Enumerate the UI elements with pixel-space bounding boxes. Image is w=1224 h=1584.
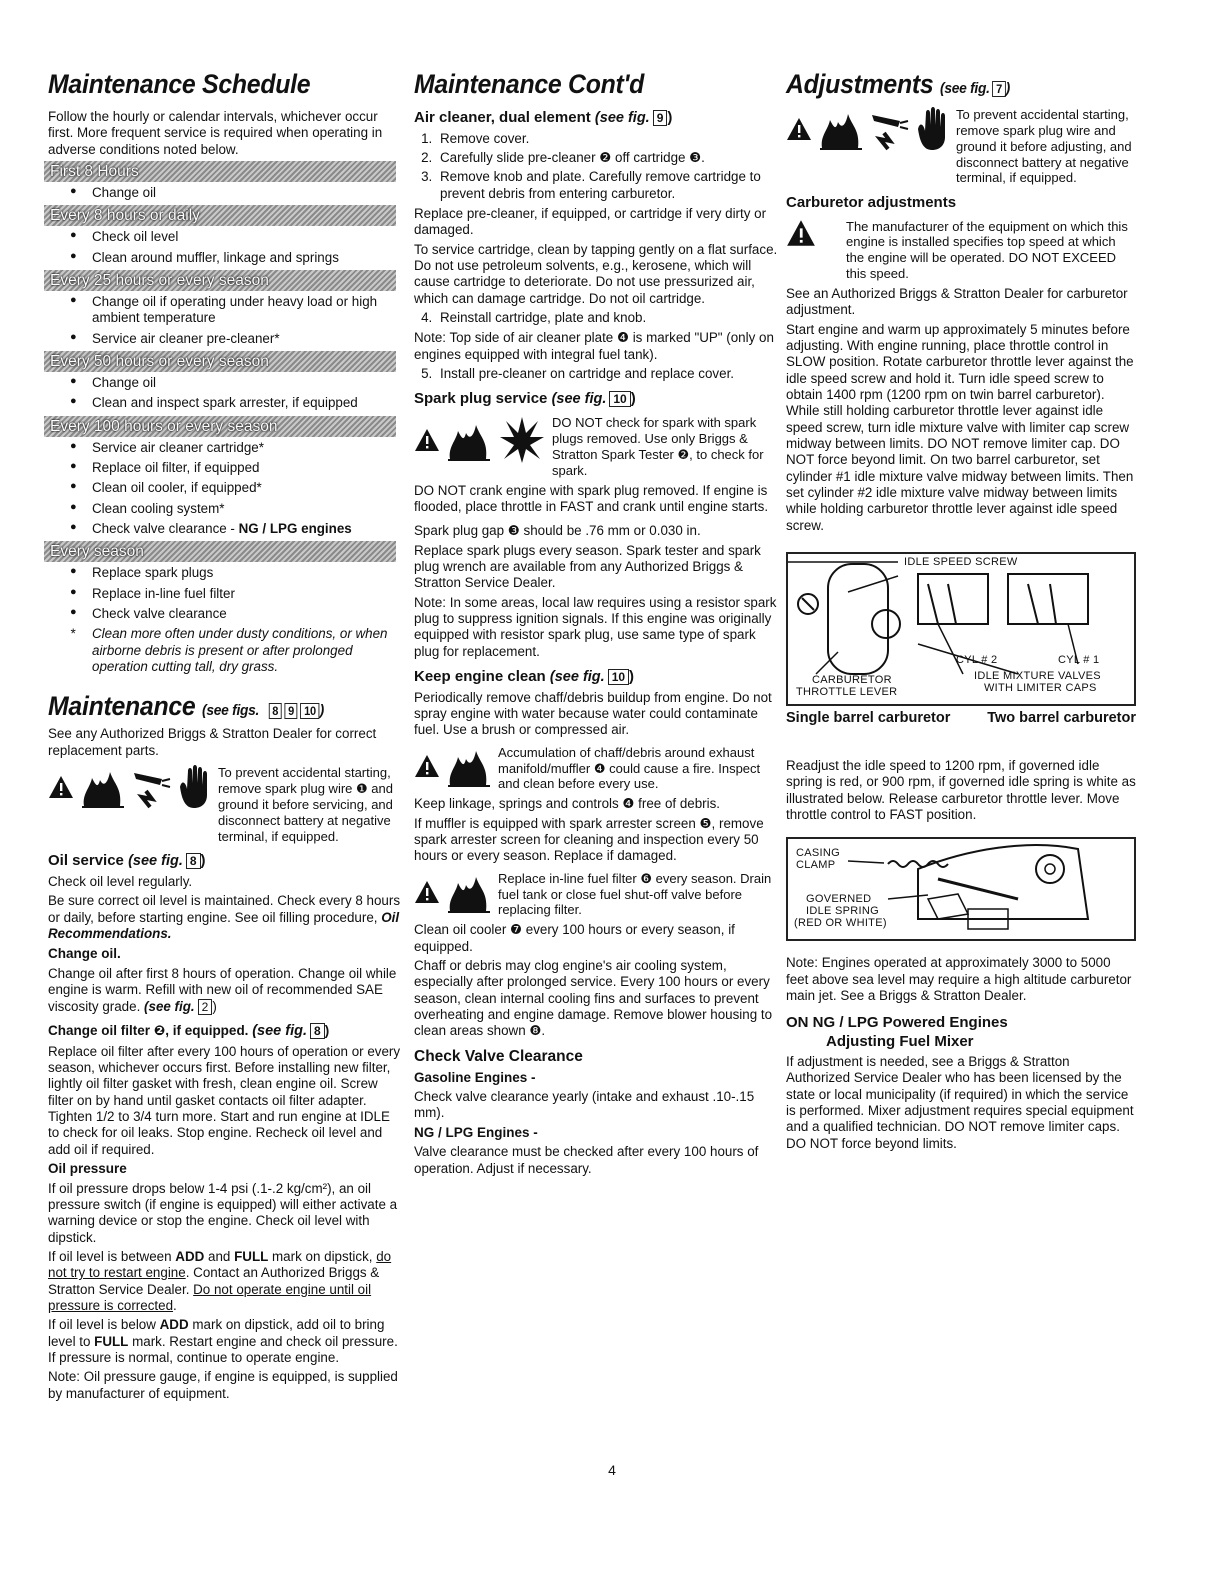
oil-pressure-text-3 <box>48 1317 404 1366</box>
warning-triangle-icon <box>48 775 74 799</box>
change-oil-see: (see fig. <box>144 998 195 1014</box>
keep-clean-see: (see fig. <box>549 669 605 685</box>
dusty-conditions-note: * Clean more often under dusty conditions, or when airborne debris is present or after prolonged operation cutting tall, dry grass. <box>48 626 404 675</box>
fig-ref: 10 <box>609 391 630 407</box>
text-fragment: mark on dipstick, <box>268 1248 377 1264</box>
ng-lpg-text: Valve clearance must be checked after every 100 hours of operation. Adjust if necessary. <box>414 1144 759 1176</box>
spark-plug-wire-icon <box>132 765 172 809</box>
label-cyl-2: CYL # 2 <box>956 654 998 667</box>
maintenance-contd-title: Maintenance Cont'd <box>414 69 645 99</box>
air-cleaner-title: Air cleaner, dual element <box>414 108 591 126</box>
oil-filter-heading: Change oil filter ❷, if equipped. (see fig. 8 ) <box>48 1022 330 1039</box>
text-fragment: If oil level is below <box>48 1317 160 1333</box>
carb-warning <box>786 219 1136 282</box>
spark-warning <box>414 415 778 478</box>
column-right <box>786 68 1136 1155</box>
band-every-100-hours: Every 100 hours or every season <box>44 416 396 437</box>
clean-text-1: Periodically remove chaff/debris buildup from engine. Do not spray engine with water because water could contaminate fuel. Use a brush or compressed air. <box>414 689 772 738</box>
clean-text-4: Clean oil cooler ❼ every 100 hours or every season, if equipped. <box>414 922 735 954</box>
label-throttle-lever: THROTTLE LEVER <box>796 686 898 699</box>
air-cleaner-step-5 <box>414 366 778 382</box>
underlined-warning: Do not operate engine until oil pressure is corrected <box>48 1281 372 1313</box>
adjustments-title-text: Adjustments <box>786 69 934 99</box>
band-every-8-hours: Every 8 hours or daily <box>44 205 396 226</box>
oil-recommendations-ref: Oil Recommendations. <box>48 909 400 942</box>
carburetor-heading: Carburetor adjustments <box>786 194 957 212</box>
spark-crank-text: DO NOT crank engine with spark plug removed. If engine is flooded, place throttle in FAST and crank until engine starts. <box>414 482 769 514</box>
spark-plug-heading: Spark plug service (see fig. 10 ) <box>414 390 636 408</box>
warning-triangle-icon <box>414 880 440 904</box>
warning-icons <box>786 107 950 151</box>
spark-note: Note: In some areas, local law requires using a resistor spark plug to suppress ignition signals. If this engine was originally equipped with resistor spark plug, use same type of spark plug for replacement. <box>414 594 777 659</box>
maintenance-see-figs: (see figs. <box>202 701 260 719</box>
warning-triangle-icon <box>414 754 440 778</box>
adjust-warning-text: To prevent accidental starting, remove spark plug wire and ground it before adjusting, and disconnect battery at negative terminal, if equipped. <box>956 106 1132 186</box>
spark-gap-text: Spark plug gap ❸ should be .76 mm or 0.030 in. <box>414 523 701 539</box>
label-clamp: CLAMP <box>796 859 836 872</box>
warning-icons <box>48 765 212 809</box>
fuel-filter-warning <box>414 871 778 919</box>
fire-icon <box>818 108 864 150</box>
column-left <box>48 68 404 1405</box>
fig-ref: 2 <box>198 999 213 1015</box>
maintenance-title: Maintenance (see figs. 8 9 10 ) <box>48 690 324 721</box>
oil-filter-text: Replace oil filter after every 100 hours of operation or every season, whichever occurs first. Before installing new filter, lightly oil filter gasket with fresh, clean engine oil. Screw filter on by hand until gasket contacts oil filter adapter. Tighten 1/2 to 3/4 turn more. Start and run engine at IDLE to check for oil leaks. Stop engine. Recheck oil level and add oil if required. <box>48 1043 401 1157</box>
debris-warning <box>414 745 778 793</box>
list-item: 2. Carefully slide pre-cleaner ❷ off cartridge ❸. <box>436 150 778 166</box>
oil-level-text <box>48 893 404 942</box>
altitude-note: Note: Engines operated at approximately 3000 to 5000 feet above sea level may require a high altitude carburetor main jet. See a Briggs & Stratton Dealer. <box>786 955 1132 1003</box>
clean-text-5: Chaff or debris may clog engine's air cooling system, especially after prolonged service. Every 100 hours or every season, clean internal cooling fins and surfaces to prevent overheating and engine damage. Remove blower housing to clean areas shown ❽. <box>414 957 773 1039</box>
list-every-100-hours <box>48 440 404 538</box>
list-every-50-hours <box>48 375 404 412</box>
band-every-season: Every season <box>44 541 396 562</box>
text-fragment: . Contact an Authorized Briggs & Stratton Service Dealer. <box>48 1265 380 1297</box>
list-item: ● Replace in-line fuel filter <box>70 586 404 602</box>
air-cleaner-replace: Replace pre-cleaner, if equipped, or cartridge if very dirty or damaged. <box>414 206 767 238</box>
carburetor-captions <box>786 710 1136 728</box>
fuel-filter-warning-text: Replace in-line fuel filter ❻ every season. Drain fuel tank or close fuel shut-off valve before replacing filter. <box>498 870 772 918</box>
warning-icons <box>414 415 546 465</box>
oil-gauge-note: Note: Oil pressure gauge, if engine is equipped, is supplied by manufacturer of equipment. <box>48 1369 398 1401</box>
air-cleaner-steps <box>414 131 778 202</box>
gasoline-heading: Gasoline Engines - <box>414 1069 536 1085</box>
list-every-8-hours <box>48 229 404 266</box>
fire-icon <box>446 745 492 787</box>
fig-ref: 8 <box>186 853 201 869</box>
list-item: ● Clean cooling system* <box>70 501 404 517</box>
text-fragment: and <box>204 1248 235 1264</box>
spark-plug-title: Spark plug service <box>414 390 548 408</box>
readjust-text: Readjust the idle speed to 1200 rpm, if governed idle spring is red, or 900 rpm, if governed idle spring is white as illustrated below. Release carburetor throttle lever. Move throttle control to FAST position. <box>786 757 1136 822</box>
list-item: 5. Install pre-cleaner on cartridge and replace cover. <box>436 366 778 382</box>
carb-dealer-text: See an Authorized Briggs & Stratton Dealer for carburetor adjustment. <box>786 285 1128 318</box>
oil-service-title: Oil service <box>48 852 124 870</box>
carb-warning-text: The manufacturer of the equipment on which this engine is installed specifies top speed at which the engine will be operated. DO NOT EXCEED this speed. <box>846 218 1128 282</box>
list-item <box>70 521 404 537</box>
ng-lpg-label: NG / LPG engines <box>238 521 352 537</box>
column-middle <box>414 68 778 1180</box>
list-every-season <box>48 565 404 622</box>
fig-ref: 8 <box>269 703 282 719</box>
list-item: ● Service air cleaner pre-cleaner* <box>70 331 404 347</box>
keep-clean-title: Keep engine clean <box>414 668 546 685</box>
oil-filter-title: Change oil filter ❷, if equipped. <box>48 1022 249 1038</box>
fire-icon <box>446 871 492 913</box>
clean-text-2: Keep linkage, springs and controls ❹ free of debris. <box>414 796 721 812</box>
explosion-icon <box>498 415 546 465</box>
label-carburetor: CARBURETOR <box>812 674 892 687</box>
add-label: ADD <box>175 1248 205 1264</box>
spark-plug-wire-icon <box>870 107 910 151</box>
warning-triangle-icon <box>414 428 440 452</box>
air-cleaner-note: Note: Top side of air cleaner plate ❹ is marked "UP" (only on engines equipped with integral fuel tank). <box>414 330 774 362</box>
text-fragment: mark. Restart engine and check oil pressure. If pressure is normal, continue to operate engine. <box>48 1333 398 1365</box>
page-number: 4 <box>608 1462 616 1478</box>
oil-check-text: Check oil level regularly. <box>48 874 193 890</box>
list-item: ● Change oil <box>70 185 404 201</box>
maintenance-intro: See any Authorized Briggs & Stratton Dealer for correct replacement parts. <box>48 726 377 758</box>
list-item: ● Clean around muffler, linkage and springs <box>70 250 404 266</box>
keep-clean-heading: Keep engine clean (see fig. 10 ) <box>414 668 635 685</box>
oil-filter-see: (see fig. <box>252 1022 307 1039</box>
caption-single-barrel: Single barrel carburetor <box>786 710 951 727</box>
fig-ref: 10 <box>300 703 319 719</box>
warning-triangle-icon <box>786 117 812 141</box>
warning-triangle-icon <box>786 219 816 247</box>
ng-lpg-powered-heading: ON NG / LPG Powered Engines <box>786 1014 1008 1032</box>
carburetor-figure <box>786 552 1136 706</box>
oil-service-heading: Oil service (see fig. 8 ) <box>48 852 206 870</box>
list-item: 1. Remove cover. <box>436 131 778 147</box>
maintenance-title-text: Maintenance <box>48 690 196 721</box>
adjustments-title: Adjustments (see fig. 7 ) <box>786 69 1011 99</box>
warning-block <box>48 765 404 844</box>
label-idle-mixture: IDLE MIXTURE VALVES <box>974 670 1101 683</box>
change-oil-body: Change oil after first 8 hours of operation. Change oil while engine is warm. Refill with new oil of recommended SAE viscosity grade. <box>48 965 397 1014</box>
oil-service-see: (see fig. <box>128 853 183 870</box>
list-item: ● Service air cleaner cartridge* <box>70 440 404 456</box>
list-item: ● Replace oil filter, if equipped <box>70 460 404 476</box>
carb-procedure-text: Start engine and warm up approximately 5 minutes before adjusting. With engine running, place throttle control in SLOW position. Rotate carburetor throttle lever against the idle speed screw and hold it. Turn idle speed screw to obtain 1400 rpm (1200 rpm on twin barrel carburetor). While still holding carburetor throttle lever against idle speed screw, turn idle mixture valve with limiter cap screw midway between limits. DO NOT remove limiter cap. DO NOT force beyond limit. On two barrel carburetor, set cylinder #1 idle mixture valve midway between limits. Then set cylinder #2 idle mixture valve midway between limits while holding carburetor throttle lever against idle speed screw. <box>786 321 1134 533</box>
fig-ref: 10 <box>608 669 629 685</box>
label-casing: CASING <box>796 847 840 860</box>
air-cleaner-heading: Air cleaner, dual element (see fig. 9 ) <box>414 108 673 126</box>
underlined-warning: do not try to restart engine <box>48 1248 392 1281</box>
list-item: 4. Reinstall cartridge, plate and knob. <box>436 310 778 326</box>
caption-two-barrel: Two barrel carburetor <box>987 710 1136 727</box>
air-cleaner-step-4 <box>414 310 778 326</box>
adjustments-see: (see fig. <box>940 80 990 97</box>
fire-icon <box>80 766 126 808</box>
fuel-mixer-text: If adjustment is needed, see a Briggs & Stratton Authorized Service Dealer who has been licensed by the state or local municipality (if required) in which the service is performed. Mixer adjustment requires special equipment and a qualified technician. DO NOT remove limiter caps. DO NOT force beyond limits. <box>786 1053 1134 1151</box>
list-item: ● Check oil level <box>70 229 404 245</box>
fig-ref: 9 <box>284 703 297 719</box>
label-cyl-1: CYL # 1 <box>1058 654 1100 667</box>
add-label: ADD <box>159 1317 189 1333</box>
list-item: ● Change oil <box>70 375 404 391</box>
valve-clearance-text: Check valve clearance - <box>92 521 239 537</box>
list-item: ● Replace spark plugs <box>70 565 404 581</box>
gasoline-text: Check valve clearance yearly (intake and exhaust .10-.15 mm). <box>414 1089 755 1121</box>
label-idle-spring: IDLE SPRING <box>806 905 879 918</box>
fire-icon <box>446 419 492 461</box>
oil-pressure-text-2: If oil level is between ADD and FULL mark on dipstick, do not try to restart engine. Contact an Authorized Briggs & Stratton Service Dealer. Do not operate engine until oil pressure is corrected. <box>48 1248 392 1313</box>
fig-ref: 8 <box>310 1023 325 1039</box>
fig-ref: 9 <box>653 110 668 126</box>
label-governed: GOVERNED <box>806 893 872 906</box>
valve-clearance-heading: Check Valve Clearance <box>414 1047 583 1065</box>
debris-warning-text: Accumulation of chaff/debris around exhaust manifold/muffler ❹ could cause a fire. Inspect and clean before every use. <box>498 744 761 792</box>
fuel-mixer-heading: Adjusting Fuel Mixer <box>826 1032 974 1050</box>
warning-icons <box>786 219 816 247</box>
list-item: ● Change oil if operating under heavy load or high ambient temperature <box>70 294 404 327</box>
ng-lpg-heading: NG / LPG Engines - <box>414 1124 538 1140</box>
hand-icon <box>178 765 212 809</box>
warning-text: To prevent accidental starting, remove spark plug wire ❶ and ground it before servicing, and disconnect battery at negative terminal, if equipped. <box>218 765 393 844</box>
spark-plug-see: (see fig. <box>551 391 607 408</box>
hand-icon <box>916 107 950 151</box>
list-item: ● Check valve clearance <box>70 606 404 622</box>
full-label: FULL <box>234 1248 269 1264</box>
list-item: ● Clean oil cooler, if equipped* <box>70 480 404 496</box>
warning-icons <box>414 745 492 787</box>
clean-text-3: If muffler is equipped with spark arrester screen ❺, remove spark arrester screen for cleaning and inspection every 50 hours or every season. Replace if damaged. <box>414 815 764 864</box>
governed-spring-figure <box>786 837 1136 941</box>
label-red-or-white: (RED OR WHITE) <box>794 917 887 930</box>
oil-pressure-text-1: If oil pressure drops below 1-4 psi (.1-.2 kg/cm²), an oil pressure switch (if engine is equipped) will either activate a warning device or stop the engine. Check oil level with dipstick. <box>48 1180 398 1245</box>
list-first-8-hours <box>48 185 404 201</box>
list-item: ● Clean and inspect spark arrester, if equipped <box>70 395 404 411</box>
text-fragment: mark on dipstick, add oil to bring level to <box>48 1317 385 1349</box>
spark-warning-text: DO NOT check for spark with spark plugs removed. Use only Briggs & Stratton Spark Tester ❷, to check for spark. <box>552 415 764 478</box>
oil-level-text-a: Be sure correct oil level is maintained. Check every 8 hours or daily, before starting engine. See oil filling procedure, <box>48 893 401 925</box>
spark-replace-text: Replace spark plugs every season. Spark tester and spark plug wrench are available from any Authorized Briggs & Stratton Service Dealer. <box>414 542 761 591</box>
adjust-warning <box>786 107 1136 186</box>
full-label: FULL <box>94 1333 129 1349</box>
warning-icons <box>414 871 492 913</box>
change-oil-text: Change oil after first 8 hours of operation. Change oil while engine is warm. Refill with new oil of recommended SAE viscosity grade. (see fig. 2 ) <box>48 965 397 1014</box>
oil-pressure-heading: Oil pressure <box>48 1161 127 1177</box>
band-every-50-hours: Every 50 hours or every season <box>44 351 396 372</box>
band-first-8-hours: First 8 Hours <box>44 161 396 182</box>
band-every-25-hours: Every 25 hours or every season <box>44 270 396 291</box>
list-every-25-hours <box>48 294 404 347</box>
air-cleaner-service: To service cartridge, clean by tapping gently on a flat surface. Do not use petroleum solvents, e.g., kerosene, which will cause cartridge to deteriorate. Do not use pressurized air, which can damage cartridge. Do not oil cartridge. <box>414 241 778 306</box>
label-limiter-caps: WITH LIMITER CAPS <box>984 682 1097 695</box>
text-fragment: If oil level is between <box>48 1248 176 1264</box>
maintenance-schedule-title: Maintenance Schedule <box>48 69 311 99</box>
fig-ref: 7 <box>992 81 1005 97</box>
change-oil-heading: Change oil. <box>48 946 121 962</box>
label-idle-speed-screw: IDLE SPEED SCREW <box>904 556 1018 569</box>
list-item: 3. Remove knob and plate. Carefully remove cartridge to prevent debris from entering carburetor. <box>436 169 778 202</box>
air-cleaner-see: (see fig. <box>594 109 650 126</box>
schedule-intro: Follow the hourly or calendar intervals, whichever occur first. More frequent service is required when operating in adverse conditions noted below. <box>48 108 383 157</box>
